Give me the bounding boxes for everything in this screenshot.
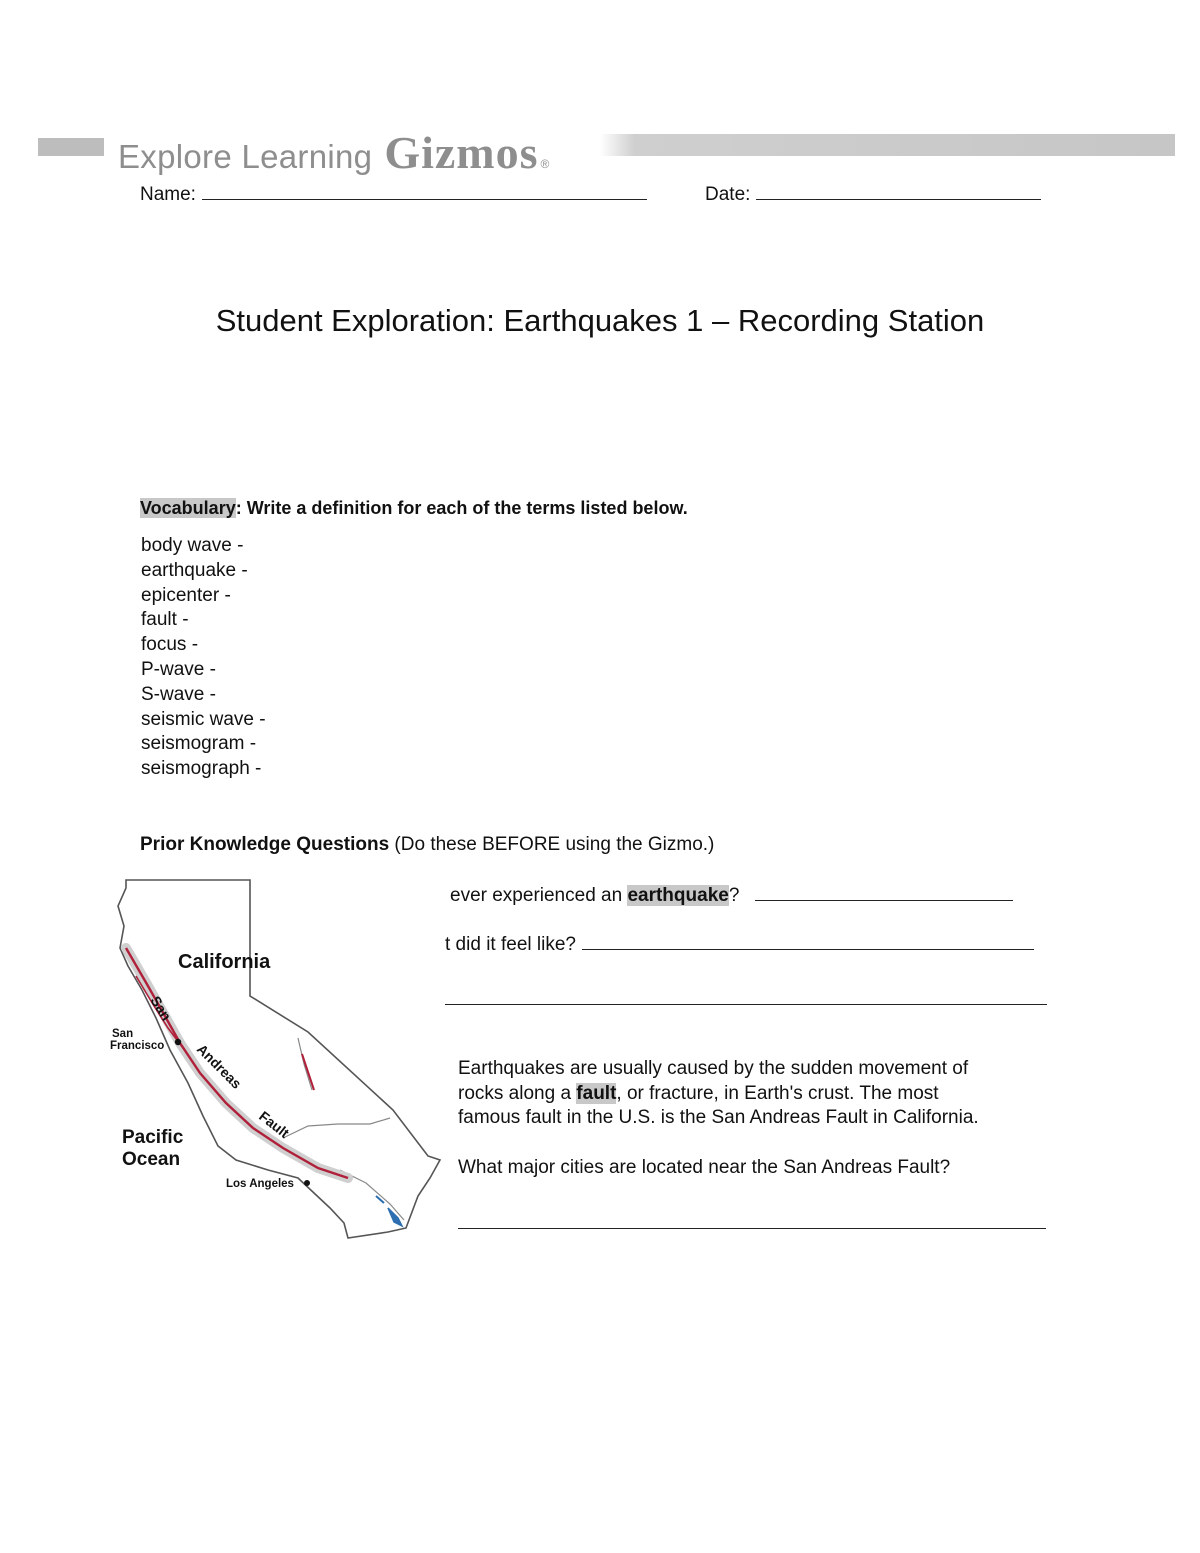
banner-bar-left: [38, 138, 104, 156]
vocab-term: earthquake -: [141, 559, 248, 581]
brand-logo: [118, 126, 550, 178]
question-text: ?: [728, 885, 740, 906]
california-fault-map: [108, 878, 444, 1240]
name-blank-line[interactable]: [202, 183, 647, 200]
paragraph-line: [458, 1082, 979, 1107]
vocab-term: S-wave -: [141, 683, 216, 705]
fault-paragraph: [458, 1057, 979, 1131]
banner-bar-right: [600, 134, 1175, 156]
paragraph-text: rocks along a: [458, 1082, 577, 1104]
question-text: t did it feel like?: [445, 934, 576, 955]
los-angeles-marker: [304, 1180, 310, 1186]
vocab-term: seismograph -: [141, 758, 262, 780]
vocabulary-list: [141, 534, 266, 782]
answer-blank-line[interactable]: [582, 933, 1034, 950]
header-banner: [0, 118, 1200, 178]
question-earthquake-experience: [450, 884, 1013, 907]
vocabulary-label: Vocabulary: [140, 498, 236, 518]
vocab-term: seismic wave -: [141, 708, 266, 730]
answer-blank-line[interactable]: [458, 1212, 1046, 1229]
date-blank-line[interactable]: [756, 183, 1041, 200]
answer-blank-line[interactable]: [445, 988, 1047, 1005]
paragraph-line: Earthquakes are usually caused by the sudden movement of: [458, 1058, 969, 1079]
paragraph-line: famous fault in the U.S. is the San Andreas Fault in California.: [458, 1107, 979, 1129]
map-city-san-francisco: [110, 1028, 164, 1052]
question-major-cities: What major cities are located near the San Andreas Fault?: [458, 1157, 951, 1178]
highlighted-term-earthquake: earthquake: [627, 885, 729, 906]
brand-gizmos: Gizmos: [384, 127, 539, 178]
map-fault-label-san: San: [147, 993, 175, 1024]
brand-explore-learning: Explore Learning: [118, 138, 373, 175]
brand-registered-mark: ®: [540, 157, 550, 171]
vocab-term: epicenter -: [141, 584, 231, 606]
map-fault-label-fault: Fault: [256, 1107, 293, 1141]
paragraph-text: , or fracture, in Earth's crust. The most: [616, 1082, 939, 1104]
vocab-term: body wave -: [141, 535, 244, 556]
map-ocean-label: [122, 1127, 189, 1170]
prior-knowledge-label: Prior Knowledge Questions: [140, 834, 390, 855]
answer-continuation-row: [445, 988, 1047, 1011]
vocabulary-instruction: : Write a definition for each of the terms listed below.: [235, 498, 688, 518]
map-ocean-label-line1: Pacific: [122, 1127, 184, 1148]
question-text: ever experienced an: [450, 885, 628, 906]
map-ocean-label-line2: Ocean: [122, 1149, 181, 1170]
page-title: Student Exploration: Earthquakes 1 – Recording Station: [215, 303, 985, 338]
vocab-term: focus -: [141, 634, 199, 656]
vocab-term: seismogram -: [141, 733, 257, 755]
vocabulary-heading: [140, 498, 688, 519]
prior-knowledge-note: (Do these BEFORE using the Gizmo.): [389, 834, 715, 855]
san-francisco-marker: [175, 1039, 181, 1045]
map-city-los-angeles: Los Angeles: [226, 1178, 294, 1190]
answer-row-cities: [458, 1212, 1046, 1235]
map-state-label: California: [178, 951, 271, 973]
question-feel-like: [445, 933, 1034, 956]
vocab-term: P-wave -: [141, 658, 216, 680]
vocab-term: fault -: [141, 609, 189, 631]
map-city-san-francisco-line2: Francisco: [110, 1040, 165, 1052]
date-label: Date:: [705, 184, 751, 205]
highlighted-term-fault: fault: [576, 1082, 617, 1104]
name-field-row: [140, 183, 647, 206]
answer-blank-line[interactable]: [755, 884, 1013, 901]
name-label: Name:: [140, 184, 196, 205]
map-fault-label-andreas: Andreas: [193, 1040, 245, 1092]
date-field-row: [705, 183, 1041, 206]
map-city-san-francisco-line1: San: [112, 1028, 134, 1040]
prior-knowledge-heading: [140, 834, 714, 856]
